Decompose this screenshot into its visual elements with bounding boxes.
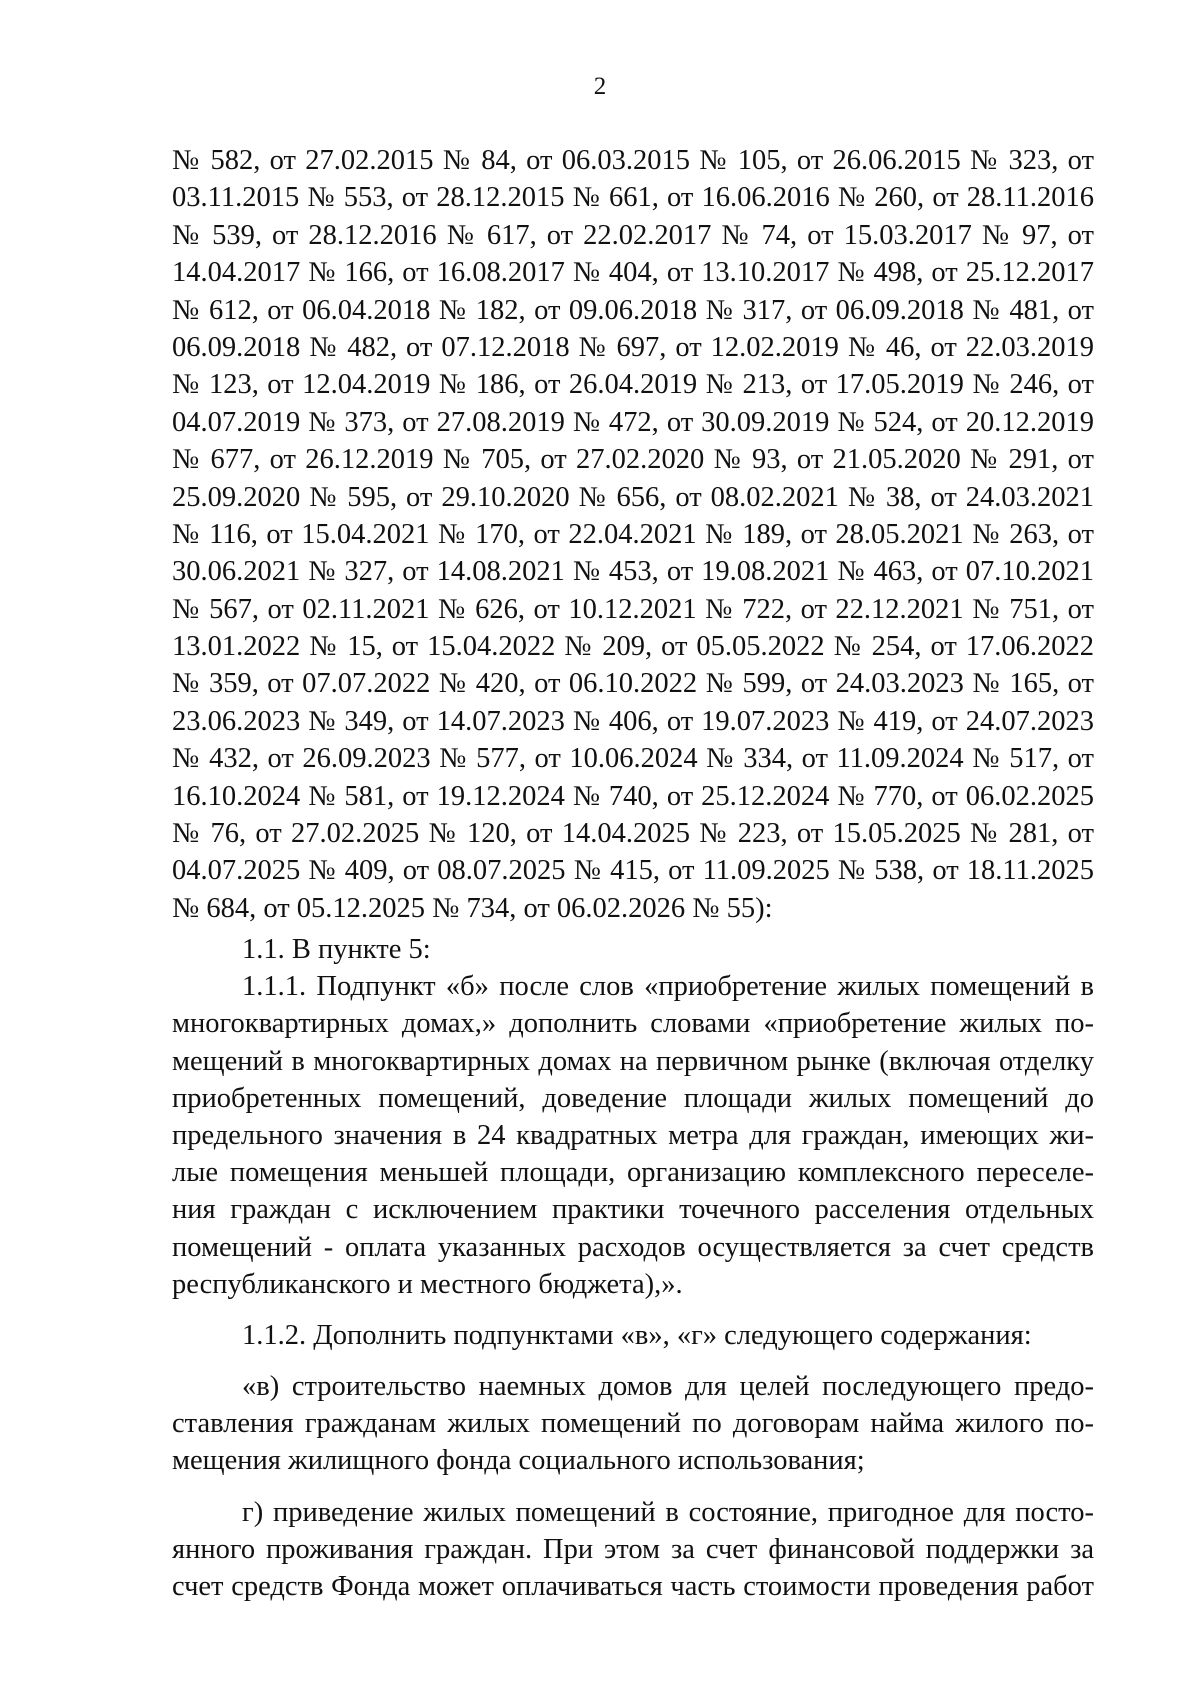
text-line: 23.06.2023 № 349, от 14.07.2023 № 406, от 19.07.2023 № 419, от 24.07.2023 bbox=[172, 705, 1094, 737]
text-line: № 582, от 27.02.2015 № 84, от 06.03.2015 № 105, от 26.06.2015 № 323, от bbox=[172, 145, 1094, 176]
document-body bbox=[172, 931, 1094, 1605]
text-line: № 432, от 26.09.2023 № 577, от 10.06.2024 № 334, от 11.09.2024 № 517, от bbox=[172, 743, 1094, 775]
subparagraph-g bbox=[172, 1494, 1094, 1606]
paragraph-1-1-1 bbox=[172, 968, 1094, 1303]
text-line: № 123, от 12.04.2019 № 186, от 26.04.2019 № 213, от 17.05.2019 № 246, от bbox=[172, 369, 1094, 401]
text-line: 13.01.2022 № 15, от 15.04.2022 № 209, от 05.05.2022 № 254, от 17.06.2022 bbox=[172, 631, 1094, 663]
text-line: 1.1.1. Подпункт «б» после слов «приобретение жилых помещений в bbox=[242, 971, 1094, 1003]
text-line: 25.09.2020 № 595, от 29.10.2020 № 656, от 08.02.2021 № 38, от 24.03.2021 bbox=[172, 481, 1094, 513]
subparagraph-v bbox=[172, 1368, 1094, 1480]
text-line: помещений - оплата указанных расходов осуществляется за счет средств bbox=[172, 1231, 1094, 1263]
text-line: приобретенных помещений, доведение площади жилых помещений до bbox=[172, 1082, 1094, 1114]
text-line: янного проживания граждан. При этом за счет финансовой поддержки за bbox=[172, 1533, 1094, 1565]
text-line: № 359, от 07.07.2022 № 420, от 06.10.2022 № 599, от 24.03.2023 № 165, от bbox=[172, 668, 1094, 700]
text-line: 06.09.2018 № 482, от 07.12.2018 № 697, от 12.02.2019 № 46, от 22.03.2019 bbox=[172, 331, 1094, 363]
paragraph-1-1-2: 1.1.2. Дополнить подпунктами «в», «г» следующего содержания: bbox=[242, 1319, 1032, 1351]
text-line: № 116, от 15.04.2021 № 170, от 22.04.2021 № 189, от 28.05.2021 № 263, от bbox=[172, 518, 1094, 550]
page-number: 2 bbox=[593, 73, 607, 100]
paragraph-spacing bbox=[172, 1354, 1094, 1368]
text-line: 30.06.2021 № 327, от 14.08.2021 № 453, от 19.08.2021 № 463, от 07.10.2021 bbox=[172, 556, 1094, 588]
amendments-list bbox=[172, 142, 1094, 927]
section-heading: 1.1. В пункте 5: bbox=[242, 934, 431, 965]
text-line: № 539, от 28.12.2016 № 617, от 22.02.2017 № 74, от 15.03.2017 № 97, от bbox=[172, 219, 1094, 251]
text-line: № 567, от 02.11.2021 № 626, от 10.12.2021 № 722, от 22.12.2021 № 751, от bbox=[172, 593, 1094, 625]
text-line: ния граждан с исключением практики точечного расселения отдельных bbox=[172, 1194, 1094, 1226]
text-line: № 612, от 06.04.2018 № 182, от 09.06.2018 № 317, от 06.09.2018 № 481, от bbox=[172, 294, 1094, 326]
text-line: 04.07.2019 № 373, от 27.08.2019 № 472, от 30.09.2019 № 524, от 20.12.2019 bbox=[172, 406, 1094, 438]
text-line: ставления гражданам жилых помещений по договорам найма жилого по- bbox=[172, 1408, 1094, 1440]
text-line: 03.11.2015 № 553, от 28.12.2015 № 661, от 16.06.2016 № 260, от 28.11.2016 bbox=[172, 182, 1094, 214]
text-line: республиканского и местного бюджета),». bbox=[172, 1268, 683, 1300]
text-line: № 76, от 27.02.2025 № 120, от 14.04.2025 № 223, от 15.05.2025 № 281, от bbox=[172, 818, 1094, 850]
text-line: многоквартирных домах,» дополнить словами «приобретение жилых по- bbox=[172, 1008, 1094, 1040]
text-line: № 684, от 05.12.2025 № 734, от 06.02.2026 № 55): bbox=[172, 892, 773, 924]
text-line: 04.07.2025 № 409, от 08.07.2025 № 415, от 11.09.2025 № 538, от 18.11.2025 bbox=[172, 855, 1094, 887]
text-line: 14.04.2017 № 166, от 16.08.2017 № 404, от 13.10.2017 № 498, от 25.12.2017 bbox=[172, 257, 1094, 289]
text-line: счет средств Фонда может оплачиваться часть стоимости проведения работ bbox=[172, 1571, 1094, 1602]
text-line: лые помещения меньшей площади, организацию комплексного переселе- bbox=[172, 1157, 1094, 1189]
text-line: г) приведение жилых помещений в состояние, пригодное для посто- bbox=[242, 1496, 1094, 1528]
text-line: «в) строительство наемных домов для целей последующего предо- bbox=[242, 1371, 1094, 1403]
paragraph-spacing bbox=[172, 1303, 1094, 1317]
paragraph-spacing bbox=[172, 1480, 1094, 1494]
text-line: мещения жилищного фонда социального использования; bbox=[172, 1445, 865, 1477]
text-line: 16.10.2024 № 581, от 19.12.2024 № 740, от 25.12.2024 № 770, от 06.02.2025 bbox=[172, 780, 1094, 812]
text-line: мещений в многоквартирных домах на первичном рынке (включая отделку bbox=[172, 1045, 1094, 1077]
text-line: № 677, от 26.12.2019 № 705, от 27.02.2020 № 93, от 21.05.2020 № 291, от bbox=[172, 444, 1094, 476]
text-line: предельного значения в 24 квадратных метра для граждан, имеющих жи- bbox=[172, 1119, 1094, 1151]
